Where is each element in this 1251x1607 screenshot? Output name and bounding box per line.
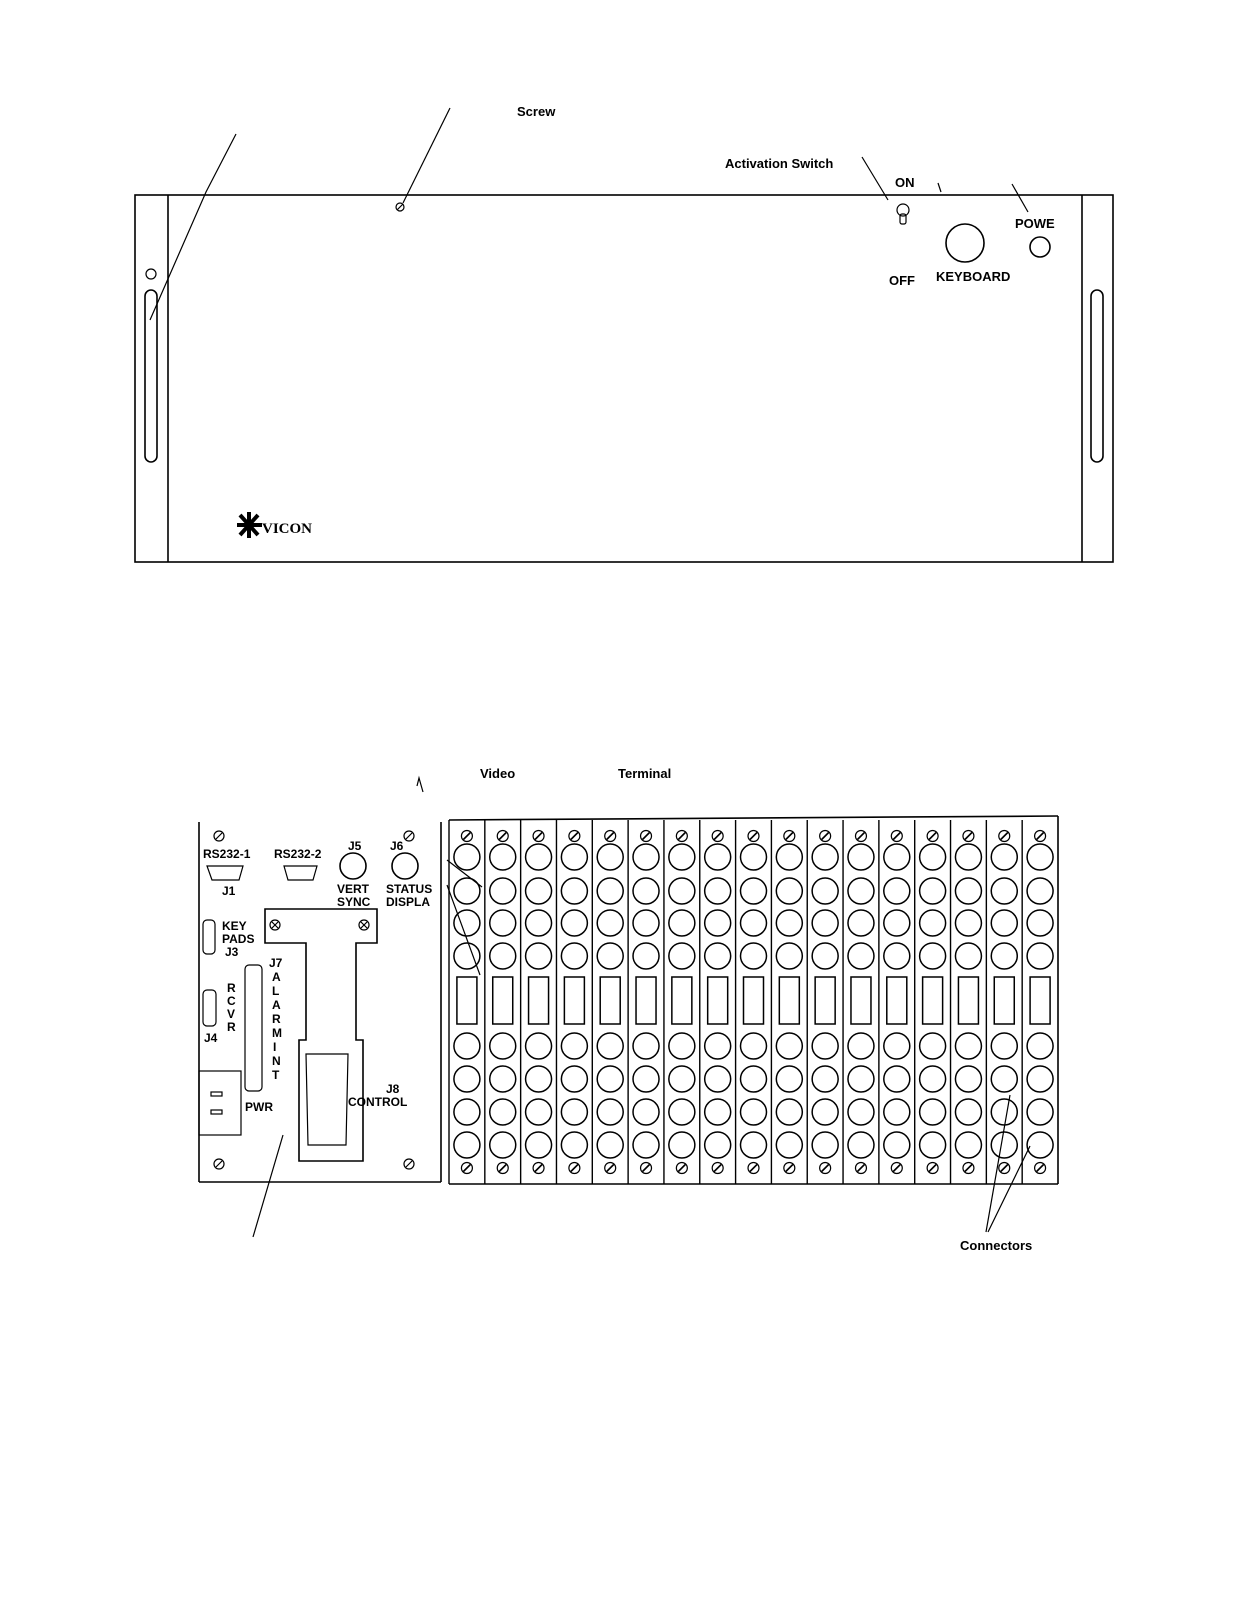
screw-callout-line	[403, 108, 450, 203]
card-slot	[843, 820, 874, 1184]
card-slot	[700, 820, 731, 1184]
bnc-connector-icon	[526, 943, 552, 969]
card-slot	[628, 820, 659, 1184]
bnc-connector-icon	[955, 943, 981, 969]
pads-label: PADS	[222, 932, 255, 946]
bnc-connector-icon	[848, 1132, 874, 1158]
card-slot	[951, 820, 982, 1184]
bnc-connector-icon	[633, 844, 659, 870]
bnc-connector-icon	[669, 844, 695, 870]
bnc-connector-icon	[741, 878, 767, 904]
bnc-connector-icon	[705, 878, 731, 904]
card-slot	[1022, 820, 1053, 1184]
control-panel-callout-line	[253, 1135, 283, 1237]
card-screw-icon	[1035, 1163, 1046, 1174]
card-screw-icon	[963, 1163, 974, 1174]
rs232-2-connector-icon	[284, 866, 317, 880]
card-screw-icon	[569, 1163, 580, 1174]
bnc-connector-icon	[1027, 910, 1053, 936]
bnc-connector-icon	[597, 1066, 623, 1092]
card-screw-icon	[1035, 831, 1046, 842]
bnc-connector-icon	[561, 1132, 587, 1158]
bnc-connector-icon	[741, 1033, 767, 1059]
bnc-connector-icon	[884, 910, 910, 936]
front-panel-outline	[135, 195, 1113, 562]
alarm-letter: A	[272, 998, 281, 1012]
bnc-connector-icon	[561, 943, 587, 969]
bnc-connector-icon	[812, 910, 838, 936]
bnc-connector-icon	[920, 943, 946, 969]
card-connector-icon	[708, 977, 728, 1024]
card-cage-top	[449, 816, 1058, 820]
handle-callout-line	[150, 134, 236, 320]
bnc-connector-icon	[884, 1033, 910, 1059]
card-screw-icon	[820, 1163, 831, 1174]
rs232-1-connector-icon	[207, 866, 243, 880]
card-connector-icon	[457, 977, 477, 1024]
card-screw-icon	[963, 831, 974, 842]
pwr-label: PWR	[245, 1100, 273, 1114]
card-screw-icon	[784, 1163, 795, 1174]
card-slot	[807, 820, 838, 1184]
card-screw-icon	[676, 1163, 687, 1174]
off-label: OFF	[889, 273, 915, 288]
bnc-connector-icon	[669, 943, 695, 969]
card-screw-icon	[533, 1163, 544, 1174]
bnc-connector-icon	[597, 844, 623, 870]
bnc-connector-icon	[1027, 1132, 1053, 1158]
bnc-connector-icon	[669, 1099, 695, 1125]
bnc-connector-icon	[705, 1099, 731, 1125]
j8-label: J8	[386, 1082, 400, 1096]
rcvr-letter: R	[227, 1020, 236, 1034]
bnc-connector-icon	[705, 844, 731, 870]
card-connector-icon	[923, 977, 943, 1024]
alarm-letter: L	[272, 984, 280, 998]
bnc-connector-icon	[991, 1132, 1017, 1158]
card-slot	[521, 820, 552, 1184]
bnc-connector-icon	[526, 1099, 552, 1125]
bnc-connector-icon	[955, 1066, 981, 1092]
bnc-connector-icon	[776, 844, 802, 870]
bnc-connector-icon	[669, 910, 695, 936]
card-screw-icon	[605, 1163, 616, 1174]
j5-label: J5	[348, 839, 362, 853]
card-slot	[449, 820, 480, 1184]
bnc-connector-icon	[920, 910, 946, 936]
bnc-connector-icon	[884, 1132, 910, 1158]
video-label: Video	[480, 766, 516, 781]
bnc-connector-icon	[490, 844, 516, 870]
bnc-connector-icon	[991, 1099, 1017, 1125]
status-label: STATUS	[386, 882, 433, 896]
bnc-connector-icon	[991, 878, 1017, 904]
bnc-connector-icon	[561, 910, 587, 936]
bnc-connector-icon	[741, 1099, 767, 1125]
key-label: KEY	[222, 919, 247, 933]
bnc-connector-icon	[812, 943, 838, 969]
bnc-connector-icon	[597, 1033, 623, 1059]
card-slot	[556, 820, 587, 1184]
bnc-connector-icon	[597, 910, 623, 936]
bnc-connector-icon	[848, 910, 874, 936]
card-screw-icon	[748, 831, 759, 842]
bnc-connector-icon	[920, 878, 946, 904]
bnc-connector-icon	[955, 1132, 981, 1158]
bnc-connector-icon	[848, 1099, 874, 1125]
bnc-connector-icon	[991, 910, 1017, 936]
card-connector-icon	[851, 977, 871, 1024]
bnc-connector-icon	[741, 1066, 767, 1092]
alarm-letter: N	[272, 1054, 281, 1068]
bnc-connector-icon	[454, 1033, 480, 1059]
card-screw-icon	[497, 1163, 508, 1174]
rack-hole	[146, 269, 156, 279]
bnc-connector-icon	[633, 1099, 659, 1125]
bnc-connector-icon	[454, 1066, 480, 1092]
alarm-int-connector-icon	[245, 965, 262, 1091]
bnc-connector-icon	[991, 1033, 1017, 1059]
bnc-connector-icon	[848, 878, 874, 904]
card-connector-icon	[564, 977, 584, 1024]
bnc-connector-icon	[490, 943, 516, 969]
screw-label: Screw	[517, 104, 556, 119]
card-screw-icon	[784, 831, 795, 842]
bnc-connector-icon	[884, 844, 910, 870]
bnc-connector-icon	[669, 1033, 695, 1059]
bnc-connector-icon	[955, 1099, 981, 1125]
card-slot	[879, 820, 910, 1184]
card-screw-icon	[497, 831, 508, 842]
bnc-connector-icon	[1027, 1066, 1053, 1092]
bnc-connector-icon	[776, 878, 802, 904]
bnc-connector-icon	[633, 1066, 659, 1092]
bnc-connector-icon	[597, 1099, 623, 1125]
bnc-connector-icon	[920, 844, 946, 870]
card-connector-icon	[600, 977, 620, 1024]
card-connector-icon	[887, 977, 907, 1024]
bnc-connector-icon	[454, 1099, 480, 1125]
bnc-connector-icon	[561, 844, 587, 870]
bnc-connector-icon	[991, 1066, 1017, 1092]
bnc-connector-icon	[1027, 1033, 1053, 1059]
bnc-connector-icon	[633, 910, 659, 936]
card-screw-icon	[855, 1163, 866, 1174]
alarm-letter: T	[272, 1068, 280, 1082]
bnc-connector-icon	[526, 1066, 552, 1092]
bnc-connector-icon	[955, 844, 981, 870]
card-screw-icon	[641, 1163, 652, 1174]
bnc-connector-icon	[633, 1132, 659, 1158]
display-label: DISPLA	[386, 895, 431, 909]
card-connector-icon	[529, 977, 549, 1024]
bnc-connector-icon	[705, 1033, 731, 1059]
brand-name: VICON	[262, 521, 313, 537]
bnc-connector-icon	[920, 1099, 946, 1125]
card-screw-icon	[676, 831, 687, 842]
card-connector-icon	[636, 977, 656, 1024]
switch-callout-line	[862, 157, 888, 200]
bnc-connector-icon	[741, 943, 767, 969]
card-slot	[736, 820, 767, 1184]
bnc-connector-icon	[490, 878, 516, 904]
card-screw-icon	[605, 831, 616, 842]
card-screw-icon	[533, 831, 544, 842]
alarm-letter: M	[272, 1026, 282, 1040]
bnc-connector-icon	[633, 1033, 659, 1059]
video-terminal-card-cage	[449, 816, 1058, 1184]
bnc-connector-icon	[991, 844, 1017, 870]
card-screw-icon	[820, 831, 831, 842]
bnc-connector-icon	[1027, 878, 1053, 904]
bnc-connector-icon	[884, 1066, 910, 1092]
bnc-connector-icon	[920, 1066, 946, 1092]
bnc-connector-icon	[526, 1132, 552, 1158]
bnc-connector-icon	[812, 1099, 838, 1125]
bnc-connector-icon	[812, 1033, 838, 1059]
bnc-connector-icon	[669, 1132, 695, 1158]
card-screw-icon	[927, 1163, 938, 1174]
bnc-connector-icon	[776, 1066, 802, 1092]
card-connector-icon	[815, 977, 835, 1024]
card-screw-icon	[569, 831, 580, 842]
j1-label: J1	[222, 884, 236, 898]
bnc-connector-icon	[561, 1066, 587, 1092]
bnc-connector-icon	[526, 844, 552, 870]
bnc-connector-icon	[526, 910, 552, 936]
bnc-connector-icon	[454, 910, 480, 936]
bnc-connector-icon	[955, 910, 981, 936]
vert-sync-bnc-icon	[340, 853, 366, 879]
card-screw-icon	[748, 1163, 759, 1174]
bnc-connector-icon	[490, 1033, 516, 1059]
alarm-letter: R	[272, 1012, 281, 1026]
bnc-connector-icon	[669, 878, 695, 904]
sync-label: SYNC	[337, 895, 371, 909]
card-screw-icon	[891, 831, 902, 842]
card-slot	[592, 820, 623, 1184]
bnc-connector-icon	[884, 943, 910, 969]
card-slot	[986, 820, 1017, 1184]
bnc-connector-icon	[454, 878, 480, 904]
control-connector-icon	[306, 1054, 348, 1145]
bnc-connector-icon	[561, 1033, 587, 1059]
j4-label: J4	[204, 1031, 218, 1045]
card-connector-icon	[672, 977, 692, 1024]
j7-label: J7	[269, 956, 283, 970]
j6-label: J6	[390, 839, 404, 853]
bnc-connector-icon	[776, 1033, 802, 1059]
bnc-connector-icon	[884, 878, 910, 904]
bnc-connector-icon	[884, 1099, 910, 1125]
front-panel	[135, 104, 1113, 562]
card-slot	[915, 820, 946, 1184]
bnc-connector-icon	[741, 844, 767, 870]
toggle-switch-icon	[897, 204, 909, 224]
bnc-connector-icon	[848, 1033, 874, 1059]
rcvr-connector-icon	[203, 990, 216, 1026]
cover-plate-screws	[270, 920, 369, 930]
bnc-connector-icon	[597, 1132, 623, 1158]
vert-label: VERT	[337, 882, 370, 896]
status-display-bnc-icon	[392, 853, 418, 879]
bnc-connector-icon	[490, 910, 516, 936]
bnc-connector-icon	[991, 943, 1017, 969]
control-label: CONTROL	[348, 1095, 408, 1109]
card-screw-icon	[855, 831, 866, 842]
bnc-connector-icon	[454, 943, 480, 969]
bnc-connector-icon	[526, 1033, 552, 1059]
rear-panel	[199, 766, 1058, 1253]
card-screw-icon	[891, 1163, 902, 1174]
keypads-connector-icon	[203, 920, 215, 954]
power-inlet-icon	[199, 1071, 241, 1135]
bnc-connector-icon	[920, 1132, 946, 1158]
bnc-connector-icon	[848, 844, 874, 870]
j3-label: J3	[225, 945, 239, 959]
bnc-connector-icon	[705, 910, 731, 936]
bnc-connector-icon	[741, 910, 767, 936]
bnc-connector-icon	[776, 1132, 802, 1158]
bnc-connector-icon	[633, 878, 659, 904]
power-label: POWE	[1015, 216, 1055, 231]
keyboard-connector-icon	[946, 224, 984, 262]
card-connector-icon	[994, 977, 1014, 1024]
alarm-letter: A	[272, 970, 281, 984]
bnc-connector-icon	[490, 1099, 516, 1125]
on-label: ON	[895, 175, 915, 190]
bnc-connector-icon	[490, 1132, 516, 1158]
bnc-connector-icon	[633, 943, 659, 969]
bnc-connector-icon	[812, 1066, 838, 1092]
rcvr-letter: V	[227, 1007, 236, 1021]
card-slot	[664, 820, 695, 1184]
power-led-icon	[1030, 237, 1050, 257]
bnc-connector-icon	[454, 844, 480, 870]
bnc-connector-icon	[848, 1066, 874, 1092]
terminal-label: Terminal	[618, 766, 672, 781]
card-connector-icon	[958, 977, 978, 1024]
card-connector-icon	[493, 977, 513, 1024]
bnc-connector-icon	[705, 943, 731, 969]
bnc-connector-icon	[776, 943, 802, 969]
bnc-connector-icon	[848, 943, 874, 969]
bnc-connector-icon	[955, 1033, 981, 1059]
bnc-connector-icon	[597, 878, 623, 904]
card-screw-icon	[927, 831, 938, 842]
card-connector-icon	[1030, 977, 1050, 1024]
card-connector-icon	[744, 977, 764, 1024]
card-screw-icon	[641, 831, 652, 842]
power-callout-line	[1012, 184, 1028, 212]
alarm-letter: I	[273, 1040, 277, 1054]
card-screw-icon	[999, 831, 1010, 842]
vicon-logo	[237, 512, 312, 538]
bnc-connector-icon	[776, 1099, 802, 1125]
bnc-connector-icon	[812, 878, 838, 904]
bnc-connector-icon	[741, 1132, 767, 1158]
card-screw-icon	[461, 831, 472, 842]
bnc-connector-icon	[490, 1066, 516, 1092]
card-slot	[771, 820, 802, 1184]
bnc-connector-icon	[597, 943, 623, 969]
bnc-connector-icon	[1027, 1099, 1053, 1125]
connectors-label: Connectors	[960, 1238, 1033, 1253]
bnc-connector-icon	[705, 1132, 731, 1158]
activation-switch-label: Activation Switch	[725, 156, 834, 171]
bnc-connector-icon	[920, 1033, 946, 1059]
bnc-connector-icon	[526, 878, 552, 904]
bnc-connector-icon	[454, 1132, 480, 1158]
bnc-connector-icon	[1027, 943, 1053, 969]
rcvr-letter: C	[227, 994, 236, 1008]
bnc-connector-icon	[955, 878, 981, 904]
card-screw-icon	[999, 1163, 1010, 1174]
keyboard-label: KEYBOARD	[936, 269, 1011, 284]
bnc-connector-icon	[705, 1066, 731, 1092]
bnc-connector-icon	[812, 1132, 838, 1158]
rcvr-letter: R	[227, 981, 236, 995]
card-screw-icon	[461, 1163, 472, 1174]
rs232-1-label: RS232-1	[203, 847, 251, 861]
bnc-connector-icon	[561, 878, 587, 904]
bnc-connector-icon	[669, 1066, 695, 1092]
left-rack-handle	[145, 290, 157, 462]
bnc-connector-icon	[776, 910, 802, 936]
bnc-connector-icon	[561, 1099, 587, 1125]
card-slot	[485, 820, 516, 1184]
card-screw-icon	[712, 831, 723, 842]
bnc-connector-icon	[1027, 844, 1053, 870]
card-connector-icon	[779, 977, 799, 1024]
bnc-connector-icon	[812, 844, 838, 870]
right-rack-handle	[1091, 290, 1103, 462]
rs232-2-label: RS232-2	[274, 847, 322, 861]
card-screw-icon	[712, 1163, 723, 1174]
control-panel	[199, 822, 441, 1182]
